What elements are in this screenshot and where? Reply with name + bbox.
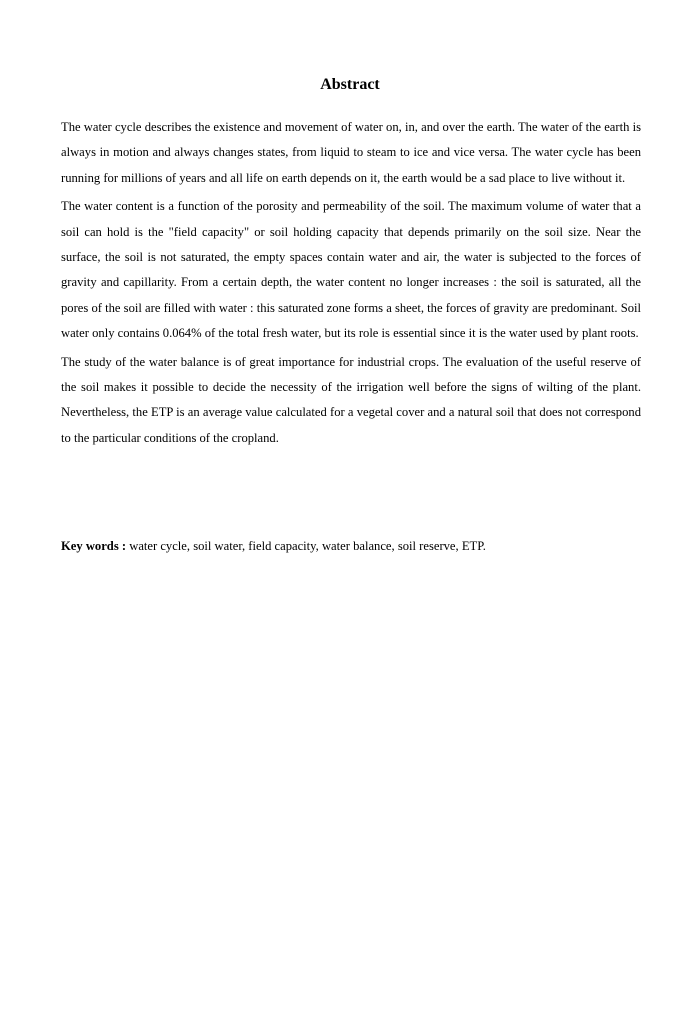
abstract-title: Abstract — [320, 76, 380, 93]
abstract-paragraph-3: The study of the water balance is of great importance for industrial crops. The evaluation of the useful reserve of the soil makes it possible to decide the necessity of the irrigation well before the signs of wilting of the plant. Nevertheless, the ETP is an average value calculated for a vegetal cover and a natural soil that does not correspond to the particular conditions of the cropland. — [61, 354, 641, 445]
keywords-line — [61, 535, 641, 557]
abstract-paragraph-2: The water content is a function of the porosity and permeability of the soil. The maximum volume of water that a soil can hold is the "field capacity" or soil holding capacity that depends primarily on the soil size. Near the surface, the soil is not saturated, the empty spaces contain water and air, the water is subjected to the forces of gravity and capillarity. From a certain depth, the water content no longer increases : the soil is saturated, all the pores of the soil are filled with water : this saturated zone forms a sheet, the forces of gravity are predominant. Soil water only contains 0.064% of the total fresh water, but its role is essential since it is the water used by plant roots. — [61, 199, 641, 341]
keywords-label: Key words : — [61, 539, 127, 553]
keywords-list: water cycle, soil water, field capacity, water balance, soil reserve, ETP. — [129, 539, 486, 553]
abstract-paragraph-1: The water cycle describes the existence and movement of water on, in, and over the earth. The water of the earth is always in motion and always changes states, from liquid to steam to ice and vice versa. The water cycle has been running for millions of years and all life on earth depends on it, the earth would be a sad place to live without it. — [61, 120, 641, 185]
abstract-body — [61, 115, 641, 454]
